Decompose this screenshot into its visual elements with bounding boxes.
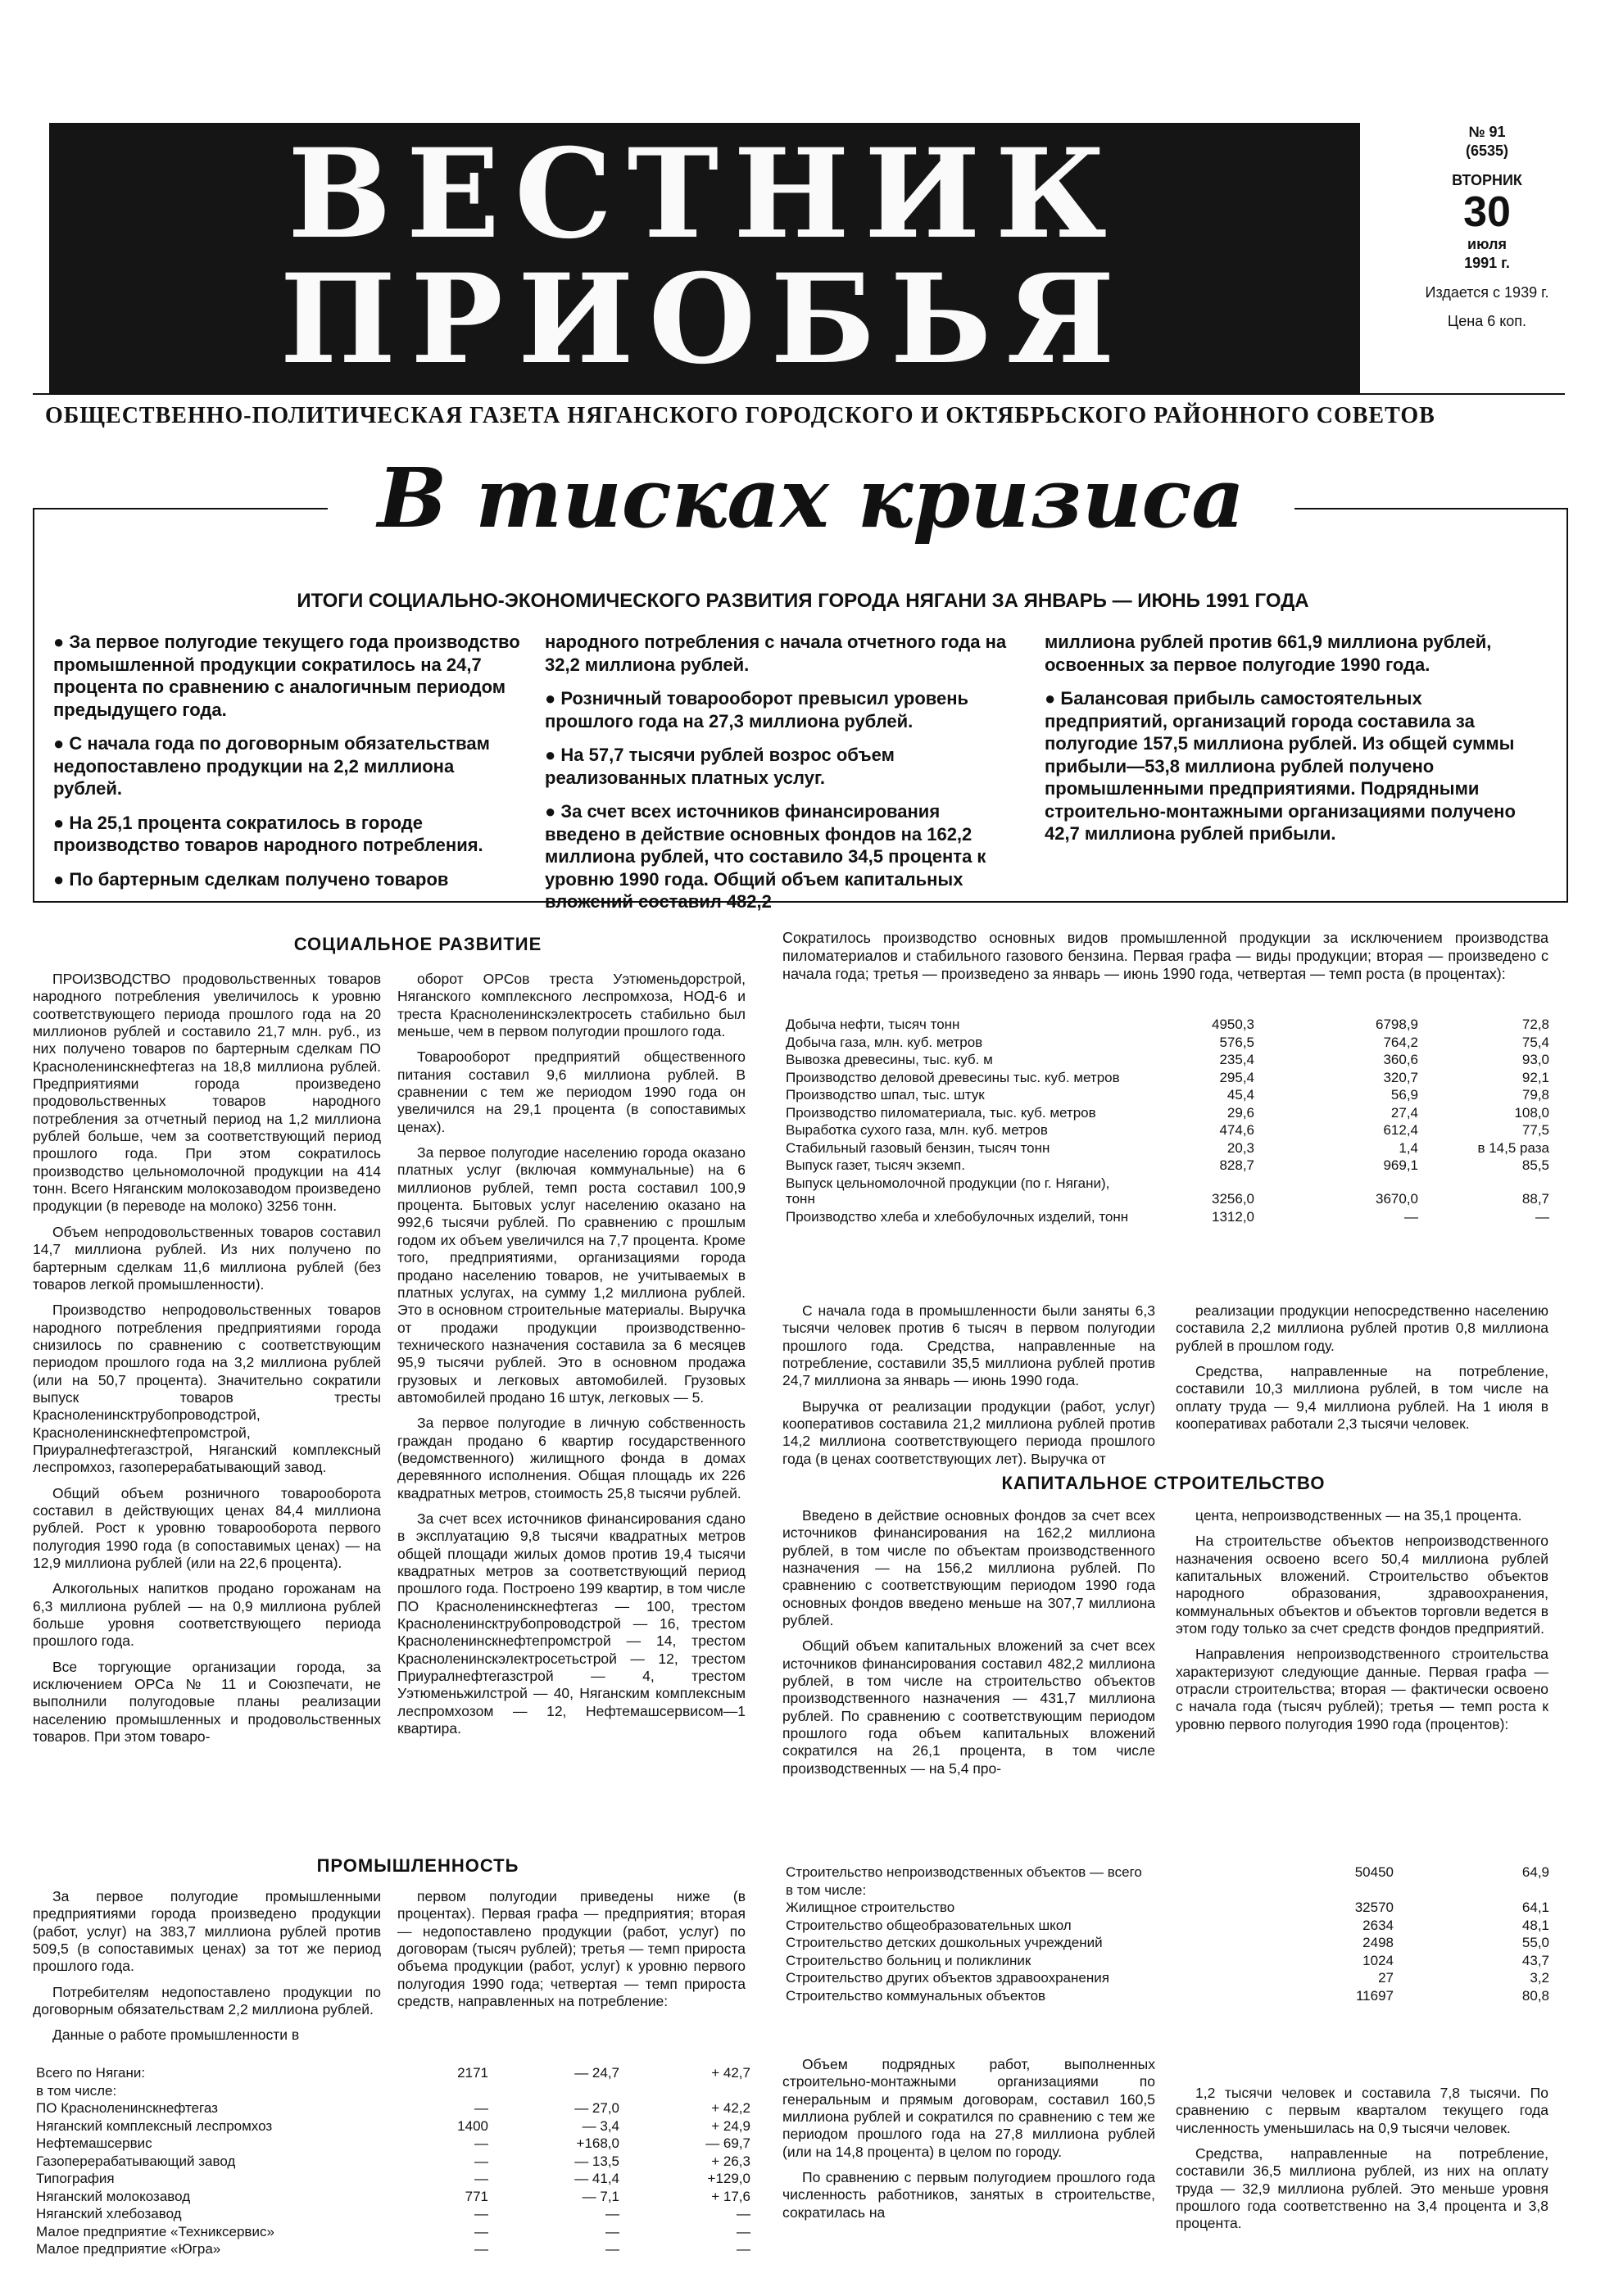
row-value xyxy=(623,2082,754,2100)
article-paragraph: Средства, направленные на потребление, составили 10,3 миллиона рублей, в том числе на оплату труда — 9,4 миллиона рублей. На 1 июля в кооперативах работали 2,3 тысячи человек. xyxy=(1176,1363,1548,1433)
masthead-rule xyxy=(33,393,1565,395)
article-paragraph: За первое полугодие в личную собственность граждан продано 6 квартир государственного (ведомственного) жилищного фонда в домах деревянного исполнения. Общая площадь их 226 квадратных метров, стоимость 25,8 тысячи рублей. xyxy=(397,1415,746,1501)
table-row xyxy=(33,2188,754,2206)
row-label: Строительство непроизводственных объектов — всего xyxy=(786,1864,1142,1880)
row-value: + 26,3 xyxy=(711,2153,750,2169)
row-value: 27,4 xyxy=(1390,1104,1418,1121)
row-value: — 69,7 xyxy=(705,2135,750,2152)
table-row xyxy=(33,2082,754,2100)
row-value: 764,2 xyxy=(1383,1034,1418,1050)
article-paragraph: оборот ОРСов треста Уэтюменьдорстрой, Няганского комплексного леспромхоза, НОД-6 и треста Красноленинскэлектросеть стабильно был меньше, чем в первом полугодии прошлого года. xyxy=(397,971,746,1040)
row-label: Выпуск цельномолочной продукции (по г. Нягани), тонн xyxy=(786,1175,1110,1207)
row-label: Выработка сухого газа, млн. куб. метров xyxy=(786,1122,1048,1139)
article-paragraph: За счет всех источников финансирования сдано в эксплуатацию 9,8 тысячи квадратных метров общей площади жилых домов против 19,4 тысячи квадратных метров за соответствующий период прошлого года. Построено 199 квартир, в том числе ПО Красноленинскнефтегаз — 100, трестом Красноленинсктрубопроводстрой — 16, трестом Красноленинскнефтепромстрой — 14, трестом Красноленинскэлектросетьстрой — 12, трестом Приуралнефтегазстрой — 4, трестом Уэтюменьжилстрой — 40, Няганским комплексным леспромхозом — 12, Нефтемашсервисом—1 квартира. xyxy=(397,1510,746,1737)
row-value: — xyxy=(474,2241,488,2258)
row-value: 771 xyxy=(465,2188,488,2204)
row-label: Вывозка древесины, тыс. куб. м xyxy=(786,1052,993,1068)
published-since: Издается с 1939 г. xyxy=(1425,283,1549,301)
row-value: 55,0 xyxy=(1521,1935,1549,1951)
row-value: 85,5 xyxy=(1521,1157,1549,1174)
article-paragraph: ПРОИЗВОДСТВО продовольственных товаров народного потребления увеличилось к уровню соответствующего периода прошлого года на 20 миллионов рублей и составило 21,7 млн. руб., из них получено товаров по бартерным сделкам ПО Красноленинскнефтегаз на 18,8 миллиона рублей. Предприятиями города произведено продовольственных товаров народного потребления за отчетный период на 1,2 миллиона рублей больше, чем за соответствующий период прошлого года. При этом сократилось производство цельномолочной продукции на 414 тонн. Всего Няганским молокозаводом произведено продукции (в переводе на молоко) 3256 тонн. xyxy=(33,971,381,1215)
article-paragraph: Средства, направленные на потребление, составили 36,5 миллиона рублей, из них на оплату труда — 32,9 миллиона рублей. Это меньше уровня прошлого года соответственно на 3,4 процента и 3,8 процента. xyxy=(1176,2145,1548,2232)
article-paragraph: Алкогольных напитков продано горожанам на 6,3 миллиона рублей — на 0,9 миллиона рублей больше уровня соответствующего периода прошлого года. xyxy=(33,1580,381,1650)
table-row xyxy=(782,1882,1553,1900)
row-value: 969,1 xyxy=(1383,1157,1418,1174)
capital-after-column-2 xyxy=(1176,2085,1548,2241)
row-value: в 14,5 раза xyxy=(1477,1139,1549,1156)
article-paragraph: За первое полугодие населению города оказано платных услуг (включая коммунальные) на 6 миллионов рублей, темп роста составил 100,9 процента. Бытовых услуг населению оказано на 992,6 тысячи рублей. По сравнению с прошлым годом их объем увеличился на 7,7 процента. Кроме того, предприятиями, организациями города продано населению товаров, не учитываемых в платных услугах, на сумму 1,2 миллиона рублей. Это в основном строительные материалы. Выручка от продажи продукции производственно-технического назначения составила за 6 месяцев 95,9 тысячи рублей. Это в основном продажа грузовых и легковых автомобилей. Грузовых автомобилей продано 16 штук, легковых — 5. xyxy=(397,1144,746,1406)
article-paragraph: По сравнению с первым полугодием прошлого года численность работников, занятых в строительстве, сократилась на xyxy=(782,2169,1155,2221)
row-value: — xyxy=(474,2135,488,2152)
table-row xyxy=(33,2135,754,2153)
row-value: — xyxy=(737,2241,750,2258)
row-value: 2498 xyxy=(1362,1935,1394,1951)
table-row xyxy=(782,1139,1553,1157)
row-label: Малое предприятие «Техниксервис» xyxy=(36,2223,274,2239)
row-value: 45,4 xyxy=(1226,1087,1254,1103)
row-value: 32570 xyxy=(1354,1900,1394,1916)
row-value: + 42,7 xyxy=(711,2065,750,2081)
row-label: Выпуск газет, тысяч экземп. xyxy=(786,1157,965,1174)
price: Цена 6 коп. xyxy=(1447,312,1527,329)
row-value: 1,4 xyxy=(1399,1139,1418,1156)
cooperatives-column-2 xyxy=(1176,1302,1548,1441)
article-paragraph: Объем непродовольственных товаров составил 14,7 миллиона рублей. Из них получено по бартерным сделкам 11,6 миллиона рублей (без товаров легкой промышленности). xyxy=(33,1223,381,1293)
table-row xyxy=(33,2240,754,2258)
row-value: 576,5 xyxy=(1219,1034,1254,1050)
row-value: — xyxy=(474,2171,488,2187)
table-row xyxy=(782,1864,1553,1882)
row-value: 64,1 xyxy=(1521,1900,1549,1916)
lead-bullet: ● На 57,7 тысячи рублей возрос объем реализованных платных услуг. xyxy=(545,745,895,788)
row-label: Добыча газа, млн. куб. метров xyxy=(786,1034,983,1050)
row-value: — xyxy=(605,2206,619,2222)
row-label: Производство шпал, тыс. штук xyxy=(786,1087,985,1103)
row-value: 92,1 xyxy=(1521,1069,1549,1085)
row-value: 29,6 xyxy=(1226,1104,1254,1121)
row-label: Строительство детских дошкольных учреждений xyxy=(786,1935,1103,1951)
capital-column-1 xyxy=(782,1507,1155,1786)
row-label: в том числе: xyxy=(786,1882,867,1898)
row-value: 1312,0 xyxy=(1212,1209,1254,1225)
article-paragraph: Общий объем капитальных вложений за счет всех источников финансирования составил 482,2 миллиона рублей, в том числе на строительство объектов производственного назначения — 431,7 миллиона рублей. По сравнению с соответствующим периодом прошлого года объем капитальных вложений сократился на 26,1 процента, в том числе производственных — на 5,4 про- xyxy=(782,1637,1155,1777)
article-paragraph: Введено в действие основных фондов за счет всех источников финансирования на 162,2 миллиона рублей, в том числе по объектам производственного назначения — на 156,2 миллиона рублей. По сравнению с соответствующим периодом 1990 года основных фондов введено меньше на 307,7 миллиона рублей. xyxy=(782,1507,1155,1629)
table-row xyxy=(782,1086,1553,1104)
row-value: — 13,5 xyxy=(574,2153,619,2169)
article-paragraph: Производство непродовольственных товаров народного потребления предприятиями города снизилось по сравнению с соответствующим периодом прошлого года на 3,2 миллиона рублей (или на 50,7 процента). Значительно сократили выпуск товаров тресты Красноленинсктрубопроводстрой, Красноленинскнефтепромстрой, Приуралнефтегазстрой, Няганский комплексный леспромхоз, газоперерабатывающий завод. xyxy=(33,1302,381,1476)
table-row xyxy=(782,1034,1553,1052)
row-label: Строительство коммунальных объектов xyxy=(786,1987,1046,2004)
row-value: — xyxy=(737,2206,750,2222)
row-value: 6798,9 xyxy=(1376,1017,1418,1032)
production-table xyxy=(782,1016,1553,1226)
table-row xyxy=(33,2099,754,2117)
row-value: 56,9 xyxy=(1390,1087,1418,1103)
row-label: Производство пиломатериала, тыс. куб. метров xyxy=(786,1104,1096,1121)
table-row xyxy=(782,1104,1553,1122)
lead-bullet: ● За первое полугодие текущего года производство промышленной продукции сократилось на 24,7 процента по сравнению с аналогичным периодом предыдущего года. xyxy=(53,632,520,720)
article-paragraph: 1,2 тысячи человек и составила 7,8 тысячи. По сравнению с первым кварталом текущего года численность уменьшилась на 0,9 тысячи человек. xyxy=(1176,2085,1548,2136)
row-value xyxy=(385,2082,492,2100)
row-label: в том числе: xyxy=(36,2082,117,2099)
article-paragraph: первом полугодии приведены ниже (в процентах). Первая графа — предприятия; вторая — недопоставлено продукции (работ, услуг) по договорам (тысяч рублей); третья — темп прироста объема продукции (работ, услуг) к уровню первого полугодия 1990 года; четвертая — темп прироста средств, направленных на потребление: xyxy=(397,1888,746,2010)
row-value: — xyxy=(605,2241,619,2258)
logo-line-2: ПРИОБЬЯ xyxy=(279,247,1130,392)
article-paragraph: Данные о работе промышленности в xyxy=(52,2027,300,2044)
row-value: 828,7 xyxy=(1219,1157,1254,1174)
row-value: — 41,4 xyxy=(574,2171,619,2187)
row-label: Типография xyxy=(36,2171,115,2187)
row-value: — xyxy=(1404,1209,1418,1225)
row-label: Всего по Нягани: xyxy=(36,2065,146,2081)
table-row xyxy=(782,1952,1553,1970)
row-value: — xyxy=(474,2153,488,2169)
lead-bullet: ● За счет всех источников финансирования введено в действие основных фондов на 162,2 миллиона рублей, что составило 34,5 процента к уровню 1990 года. Общий объем капитальных вложений составил 482,2 xyxy=(545,801,986,912)
row-value: 320,7 xyxy=(1383,1069,1418,1085)
row-value: 88,7 xyxy=(1521,1191,1549,1207)
row-value: 295,4 xyxy=(1219,1069,1254,1085)
row-value: 27 xyxy=(1378,1970,1394,1986)
row-value: — 7,1 xyxy=(582,2188,619,2204)
lead-bullet: миллиона рублей против 661,9 миллиона рублей, освоенных за первое полугодие 1990 года. xyxy=(1045,632,1492,675)
row-value: 474,6 xyxy=(1219,1122,1254,1139)
row-value: — 24,7 xyxy=(574,2065,619,2081)
row-value: 50450 xyxy=(1354,1864,1394,1880)
table-row xyxy=(33,2223,754,2241)
social-column-1 xyxy=(33,971,381,1754)
row-value: — xyxy=(474,2223,488,2239)
row-label: Производство деловой древесины тыс. куб. метров xyxy=(786,1069,1120,1085)
row-label: Добыча нефти, тысяч тонн xyxy=(786,1017,960,1032)
lead-rule-right xyxy=(1294,508,1566,509)
row-value xyxy=(492,2082,623,2100)
cooperatives-column-1 xyxy=(782,1302,1155,1476)
row-value: 20,3 xyxy=(1226,1139,1254,1156)
table-row xyxy=(33,2064,754,2082)
lead-bullet: ● С начала года по договорным обязательствам недопоставлено продукции на 2,2 миллиона рублей. xyxy=(53,733,490,799)
construction-table xyxy=(782,1864,1553,2004)
table-row xyxy=(782,1016,1553,1034)
row-value: + 42,2 xyxy=(711,2100,750,2117)
row-label: Няганский молокозавод xyxy=(36,2188,191,2204)
section-title-industry: ПРОМЫШЛЕННОСТЬ xyxy=(316,1855,519,1876)
logo-line-1: ВЕСТНИК xyxy=(287,123,1122,266)
table-row xyxy=(782,1121,1553,1139)
table-row xyxy=(782,1175,1553,1208)
row-label: Стабильный газовый бензин, тысяч тонн xyxy=(786,1139,1050,1156)
table-row xyxy=(782,1051,1553,1069)
row-value: — xyxy=(474,2206,488,2222)
row-value: 43,7 xyxy=(1521,1952,1549,1968)
newspaper-logo xyxy=(49,123,1360,393)
row-value: 1024 xyxy=(1362,1952,1394,1968)
weekday: ВТОРНИК xyxy=(1452,171,1522,188)
row-value: — xyxy=(1535,1209,1549,1225)
industry-column-2 xyxy=(397,1888,746,2018)
lead-headline: В тисках кризиса xyxy=(377,450,1245,546)
article-paragraph: Все торгующие организации города, за исключением ОРСа № 11 и Союзпечати, не выполнили полугодовые планы реализации населению промышленных и продовольственных товаров. При этом товаро- xyxy=(33,1658,381,1746)
lead-bullet: народного потребления с начала отчетного года на 32,2 миллиона рублей. xyxy=(545,632,1007,675)
month: июля xyxy=(1467,235,1507,252)
row-value: 64,9 xyxy=(1521,1864,1549,1880)
table-row xyxy=(782,1899,1553,1917)
row-label: Строительство больниц и поликлиник xyxy=(786,1952,1031,1968)
table-row xyxy=(33,2205,754,2223)
lead-bullet: ● По бартерным сделкам получено товаров xyxy=(53,868,449,890)
row-value: 2171 xyxy=(457,2065,488,2081)
article-paragraph: Объем подрядных работ, выполненных строительно-монтажными организациями по генеральным и прямым договорам, составил 160,5 миллиона рублей и сократился по сравнению с тем же периодом прошлого года на 27,8 миллиона рублей (или на 14,8 процента) в целом по городу. xyxy=(782,2056,1155,2160)
table-row xyxy=(782,1987,1553,2005)
article-paragraph: За первое полугодие промышленными предприятиями города произведено продукции (работ, услуг) на 383,7 миллиона рублей против 509,5 (в сопоставимых ценах) за тот же период прошлого года. xyxy=(33,1888,381,1975)
issue-number: № 91 xyxy=(1468,124,1506,140)
table-row xyxy=(782,1069,1553,1087)
lead-bullet: ● Розничный товарооборот превысил уровень прошлого года на 27,3 миллиона рублей. xyxy=(545,688,969,731)
row-value: 77,5 xyxy=(1521,1122,1549,1139)
table-row xyxy=(33,2170,754,2188)
article-paragraph: цента, непроизводственных — на 35,1 процента. xyxy=(1195,1507,1522,1524)
table-row xyxy=(782,1157,1553,1175)
row-label: Няганский хлебозавод xyxy=(36,2206,182,2222)
row-value: + 17,6 xyxy=(711,2188,750,2204)
newspaper-subtitle: ОБЩЕСТВЕННО-ПОЛИТИЧЕСКАЯ ГАЗЕТА НЯГАНСКОГО ГОРОДСКОГО И ОКТЯБРЬСКОГО РАЙОННОГО СОВЕТОВ xyxy=(45,403,1435,428)
row-value: 75,4 xyxy=(1521,1034,1549,1050)
day: 30 xyxy=(1463,188,1511,237)
table-row xyxy=(782,1934,1553,1952)
row-value: 612,4 xyxy=(1383,1122,1418,1139)
row-value: — xyxy=(737,2223,750,2239)
row-value: 3670,0 xyxy=(1376,1191,1418,1207)
lead-bullet: ● На 25,1 процента сократилось в городе производство товаров народного потребления. xyxy=(53,812,483,855)
article-paragraph: реализации продукции непосредственно населению составила 2,2 миллиона рублей против 0,8 миллиона рублей в прошлом году. xyxy=(1176,1302,1548,1354)
article-paragraph: На строительстве объектов непроизводственного назначения освоено всего 50,4 миллиона рублей капитальных вложений. Строительство объектов народного образования, здравоохранения, коммунальных объектов и объектов торговли ведется в этом году только за счет средств фондов предприятий. xyxy=(1176,1533,1548,1637)
row-value: 3256,0 xyxy=(1212,1191,1254,1207)
social-column-2 xyxy=(397,971,746,1746)
row-value: 4950,3 xyxy=(1212,1017,1254,1032)
row-value: — xyxy=(605,2223,619,2239)
row-value xyxy=(1241,1882,1397,1900)
article-paragraph: Товарооборот предприятий общественного питания составил 9,6 миллиона рублей. В сравнении с тем же периодом 1990 года он увеличился на 29,1 процента (в сопоставимых ценах). xyxy=(397,1048,746,1135)
row-label: ПО Красноленинскнефтегаз xyxy=(36,2100,218,2117)
row-value: 80,8 xyxy=(1521,1987,1549,2004)
issue-info xyxy=(1393,123,1581,331)
row-label: Нефтемашсервис xyxy=(36,2135,152,2152)
table-row xyxy=(782,1208,1553,1226)
year: 1991 г. xyxy=(1464,255,1510,272)
row-value: 2634 xyxy=(1362,1917,1394,1933)
row-value: — xyxy=(474,2100,488,2117)
industry-column-1 xyxy=(33,1888,381,2053)
lead-bullet: ● Балансовая прибыль самостоятельных предприятий, организаций города составила за полугодие 157,5 миллиона рублей. Из общей суммы прибыли—53,8 миллиона рублей получено промышленными предприятиями. Подрядными строительно-монтажными организациями получено 42,7 миллиона рублей прибыли. xyxy=(1045,688,1516,844)
row-label: Строительство общеобразовательных школ xyxy=(786,1917,1072,1933)
row-value: +129,0 xyxy=(707,2171,750,2187)
lead-column-3 xyxy=(1045,631,1544,857)
article-paragraph: Выручка от реализации продукции (работ, услуг) кооперативов составила 21,2 миллиона рублей против 14,2 миллиона соответствующего периода прошлого года (в ценах соответствующих лет). Выручка от xyxy=(782,1397,1155,1467)
row-value: — 27,0 xyxy=(574,2100,619,2117)
row-value: 1400 xyxy=(457,2117,488,2134)
article-paragraph: Общий объем розничного товарооборота составил в действующих ценах 84,4 миллиона рублей. Рост к уровню товарооборота первого полугодия 1990 года (в сопоставимых ценах) — на 12,9 миллиона рублей (или на 22,6 процента). xyxy=(33,1484,381,1571)
article-paragraph: Направления непроизводственного строительства характеризуют следующие данные. Первая графа — отрасли строительства; вторая — фактически освоено с начала года (тысяч рублей); третья — темп роста к уровню первого полугодия 1990 года (процентов): xyxy=(1176,1646,1548,1732)
row-value: 108,0 xyxy=(1514,1104,1549,1121)
row-label: Няганский комплексный леспромхоз xyxy=(36,2117,273,2134)
lead-column-1 xyxy=(53,631,520,902)
article-paragraph: Потребителям недопоставлено продукции по договорным обязательствам 2,2 миллиона рублей. xyxy=(33,1983,381,2018)
row-value: 11697 xyxy=(1355,1987,1394,2004)
row-value: 48,1 xyxy=(1521,1917,1549,1933)
row-label: Жилищное строительство xyxy=(786,1900,955,1916)
row-value: 72,8 xyxy=(1521,1017,1549,1032)
capital-column-2 xyxy=(1176,1507,1548,1741)
row-value xyxy=(1397,1882,1553,1900)
lead-kicker: ИТОГИ СОЦИАЛЬНО-ЭКОНОМИЧЕСКОГО РАЗВИТИЯ ГОРОДА НЯГАНИ ЗА ЯНВАРЬ — ИЮНЬ 1991 ГОДА xyxy=(297,590,1309,612)
production-intro: Сократилось производство основных видов промышленной продукции за исключением производства пиломатериалов и стабильного газового бензина. Первая графа — виды продукции; вторая — произведено с начала года; третья — произведено за январь — июнь 1990 года, четвертая — темп роста (в процентах): xyxy=(782,930,1548,982)
row-label: Малое предприятие «Югра» xyxy=(36,2241,221,2258)
row-value: +168,0 xyxy=(576,2135,619,2152)
table-row xyxy=(33,2153,754,2171)
table-row xyxy=(33,2117,754,2135)
issue-total: (6535) xyxy=(1465,143,1509,160)
row-label: Строительство других объектов здравоохранения xyxy=(786,1970,1109,1986)
section-title-capital: КАПИТАЛЬНОЕ СТРОИТЕЛЬСТВО xyxy=(1001,1473,1326,1493)
row-value: 360,6 xyxy=(1383,1052,1418,1068)
row-label: Газоперерабатывающий завод xyxy=(36,2153,236,2169)
table-row xyxy=(782,1917,1553,1935)
row-value: 93,0 xyxy=(1521,1052,1549,1068)
industry-table xyxy=(33,2064,754,2258)
capital-after-column-1 xyxy=(782,2056,1155,2230)
row-value: — 3,4 xyxy=(582,2117,619,2134)
row-value: 79,8 xyxy=(1521,1087,1549,1103)
row-value: 235,4 xyxy=(1219,1052,1254,1068)
lead-column-2 xyxy=(545,631,1020,925)
row-value: + 24,9 xyxy=(711,2117,750,2134)
section-title-social: СОЦИАЛЬНОЕ РАЗВИТИЕ xyxy=(293,934,542,954)
table-row xyxy=(782,1969,1553,1987)
lead-rule-left xyxy=(33,508,328,509)
article-paragraph: С начала года в промышленности были заняты 6,3 тысячи человек против 6 тысяч в первом полугодии прошлого года. Средства, направленные на потребление, составили 35,5 миллиона рублей против 24,7 миллиона за январь — июнь 1990 года. xyxy=(782,1302,1155,1389)
row-label: Производство хлеба и хлебобулочных изделий, тонн xyxy=(786,1209,1129,1225)
row-value: 3,2 xyxy=(1530,1970,1549,1986)
